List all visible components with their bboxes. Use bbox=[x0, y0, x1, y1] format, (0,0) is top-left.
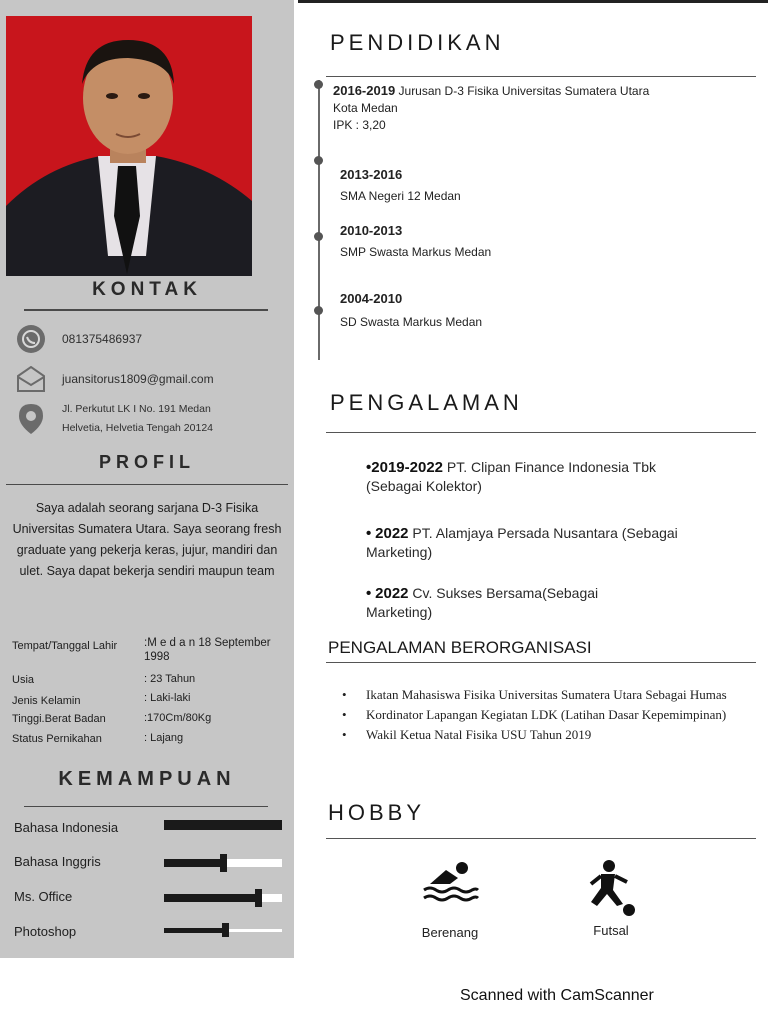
timeline-dot bbox=[314, 156, 323, 165]
contact-title: KONTAK bbox=[92, 279, 202, 300]
contact-email bbox=[16, 364, 214, 394]
skills-rule bbox=[24, 806, 268, 807]
education-desc: Jurusan D-3 Fisika Universitas Sumatera Utara Kota Medan bbox=[333, 84, 650, 115]
skill-bar-office bbox=[164, 894, 282, 902]
address-line-2: Helvetia, Helvetia Tengah 20124 bbox=[62, 422, 213, 434]
education-timeline bbox=[318, 80, 320, 360]
experience-years: 2022 bbox=[375, 525, 409, 542]
organization-item: • Wakil Ketua Natal Fisika USU Tahun 2019 bbox=[340, 726, 740, 744]
education-desc: SMA Negeri 12 Medan bbox=[340, 189, 461, 203]
experience-title: PENGALAMAN bbox=[330, 390, 523, 415]
experience-desc: Cv. Sukses Bersama(Sebagai Marketing) bbox=[366, 585, 599, 620]
hobby-title: HOBBY bbox=[328, 800, 426, 825]
skill-bar-photoshop bbox=[164, 929, 282, 932]
hobby-label: Berenang bbox=[421, 925, 479, 940]
skills-title: KEMAMPUAN bbox=[58, 768, 236, 790]
info-label-status: Status Pernikahan bbox=[12, 733, 102, 745]
address-line-1: Jl. Perkutut LK I No. 191 Medan bbox=[62, 403, 211, 415]
hobby-rule bbox=[326, 838, 756, 839]
info-value-birth: :M e d a n 18 September 1998 bbox=[144, 637, 271, 663]
timeline-dot bbox=[314, 80, 323, 89]
info-label-gender: Jenis Kelamin bbox=[12, 695, 81, 707]
experience-item-2 bbox=[366, 524, 686, 562]
info-label-birth: Tempat/Tanggal Lahir bbox=[12, 640, 118, 652]
organization-list bbox=[340, 686, 740, 746]
profile-title: PROFIL bbox=[99, 452, 195, 472]
skill-label-photoshop: Photoshop bbox=[14, 924, 77, 939]
info-value-status: : Lajang bbox=[144, 732, 184, 744]
info-label-height: Tinggi.Berat Badan bbox=[12, 713, 106, 725]
skill-knob bbox=[222, 923, 229, 937]
organization-title: PENGALAMAN BERORGANISASI bbox=[328, 638, 592, 657]
skill-fill bbox=[164, 820, 282, 830]
scanner-watermark: Scanned with CamScanner bbox=[460, 987, 654, 1004]
skill-knob bbox=[220, 854, 227, 872]
education-desc: SMP Swasta Markus Medan bbox=[340, 245, 492, 259]
contact-phone bbox=[16, 324, 142, 354]
football-icon bbox=[576, 858, 646, 921]
skill-bar-indonesia bbox=[164, 820, 282, 830]
experience-desc: PT. Alamjaya Persada Nusantara (Sebagai Marketing) bbox=[366, 525, 678, 560]
profile-photo bbox=[6, 16, 252, 276]
info-label-age: Usia bbox=[12, 674, 35, 686]
profile-rule bbox=[6, 484, 288, 485]
education-desc: SD Swasta Markus Medan bbox=[340, 315, 483, 329]
skill-knob bbox=[255, 889, 262, 907]
education-years: 2013-2016 bbox=[340, 167, 403, 182]
experience-bullet: • bbox=[366, 459, 372, 476]
experience-item-1 bbox=[366, 458, 656, 496]
education-item-2 bbox=[340, 166, 461, 205]
education-gpa: IPK : 3,20 bbox=[333, 118, 386, 132]
phone-number: 081375486937 bbox=[62, 332, 143, 346]
info-value-gender: : Laki-laki bbox=[144, 692, 191, 704]
location-icon bbox=[16, 404, 46, 434]
education-item-3 bbox=[340, 222, 491, 261]
skill-fill bbox=[164, 894, 258, 902]
sidebar bbox=[0, 0, 294, 958]
experience-years: 2019-2022 bbox=[371, 459, 443, 476]
skill-label-office: Ms. Office bbox=[14, 889, 73, 904]
profile-description: Saya adalah seorang sarjana D-3 Fisika Universitas Sumatera Utara. Saya seorang fresh graduate yang pekerja keras, jujur, mandiri dan ulet. Saya dapat bekerja sendiri maupun team bbox=[12, 501, 282, 578]
experience-years: 2022 bbox=[375, 585, 409, 602]
contact-rule bbox=[24, 309, 268, 311]
top-dark-line bbox=[298, 0, 768, 3]
experience-desc: PT. Clipan Finance Indonesia Tbk (Sebagai Kolektor) bbox=[366, 459, 656, 494]
info-value-height: :170Cm/80Kg bbox=[144, 712, 212, 724]
education-item-1 bbox=[333, 82, 663, 134]
experience-rule bbox=[326, 432, 756, 433]
info-value-age: : 23 Tahun bbox=[144, 673, 196, 685]
mail-icon bbox=[16, 364, 46, 394]
hobby-item-swimming bbox=[410, 858, 490, 940]
timeline-dot bbox=[314, 306, 323, 315]
skill-fill bbox=[164, 928, 225, 933]
experience-bullet: • bbox=[366, 525, 372, 542]
organization-item: • Kordinator Lapangan Kegiatan LDK (Latihan Dasar Kepemimpinan) bbox=[340, 706, 740, 724]
education-rule bbox=[326, 76, 756, 77]
whatsapp-icon bbox=[16, 324, 46, 354]
timeline-dot bbox=[314, 232, 323, 241]
education-years: 2010-2013 bbox=[340, 223, 403, 238]
contact-address bbox=[16, 400, 213, 438]
education-title: PENDIDIKAN bbox=[330, 30, 505, 55]
hobby-label: Futsal bbox=[593, 923, 629, 938]
skill-label-indonesia: Bahasa Indonesia bbox=[14, 820, 119, 835]
email-address: juansitorus1809@gmail.com bbox=[62, 372, 214, 386]
experience-bullet: • bbox=[366, 585, 372, 602]
skill-bar-inggris bbox=[164, 859, 282, 867]
experience-item-3 bbox=[366, 584, 666, 622]
swimming-icon bbox=[410, 858, 490, 905]
organization-rule bbox=[326, 662, 756, 663]
education-years: 2016-2019 bbox=[333, 83, 396, 98]
skill-label-inggris: Bahasa Inggris bbox=[14, 854, 101, 869]
organization-item: • Ikatan Mahasiswa Fisika Universitas Sumatera Utara Sebagai Humas bbox=[340, 686, 740, 704]
skill-fill bbox=[164, 859, 223, 867]
education-item-4 bbox=[340, 290, 482, 331]
hobby-item-futsal bbox=[576, 858, 646, 938]
education-years: 2004-2010 bbox=[340, 291, 403, 306]
